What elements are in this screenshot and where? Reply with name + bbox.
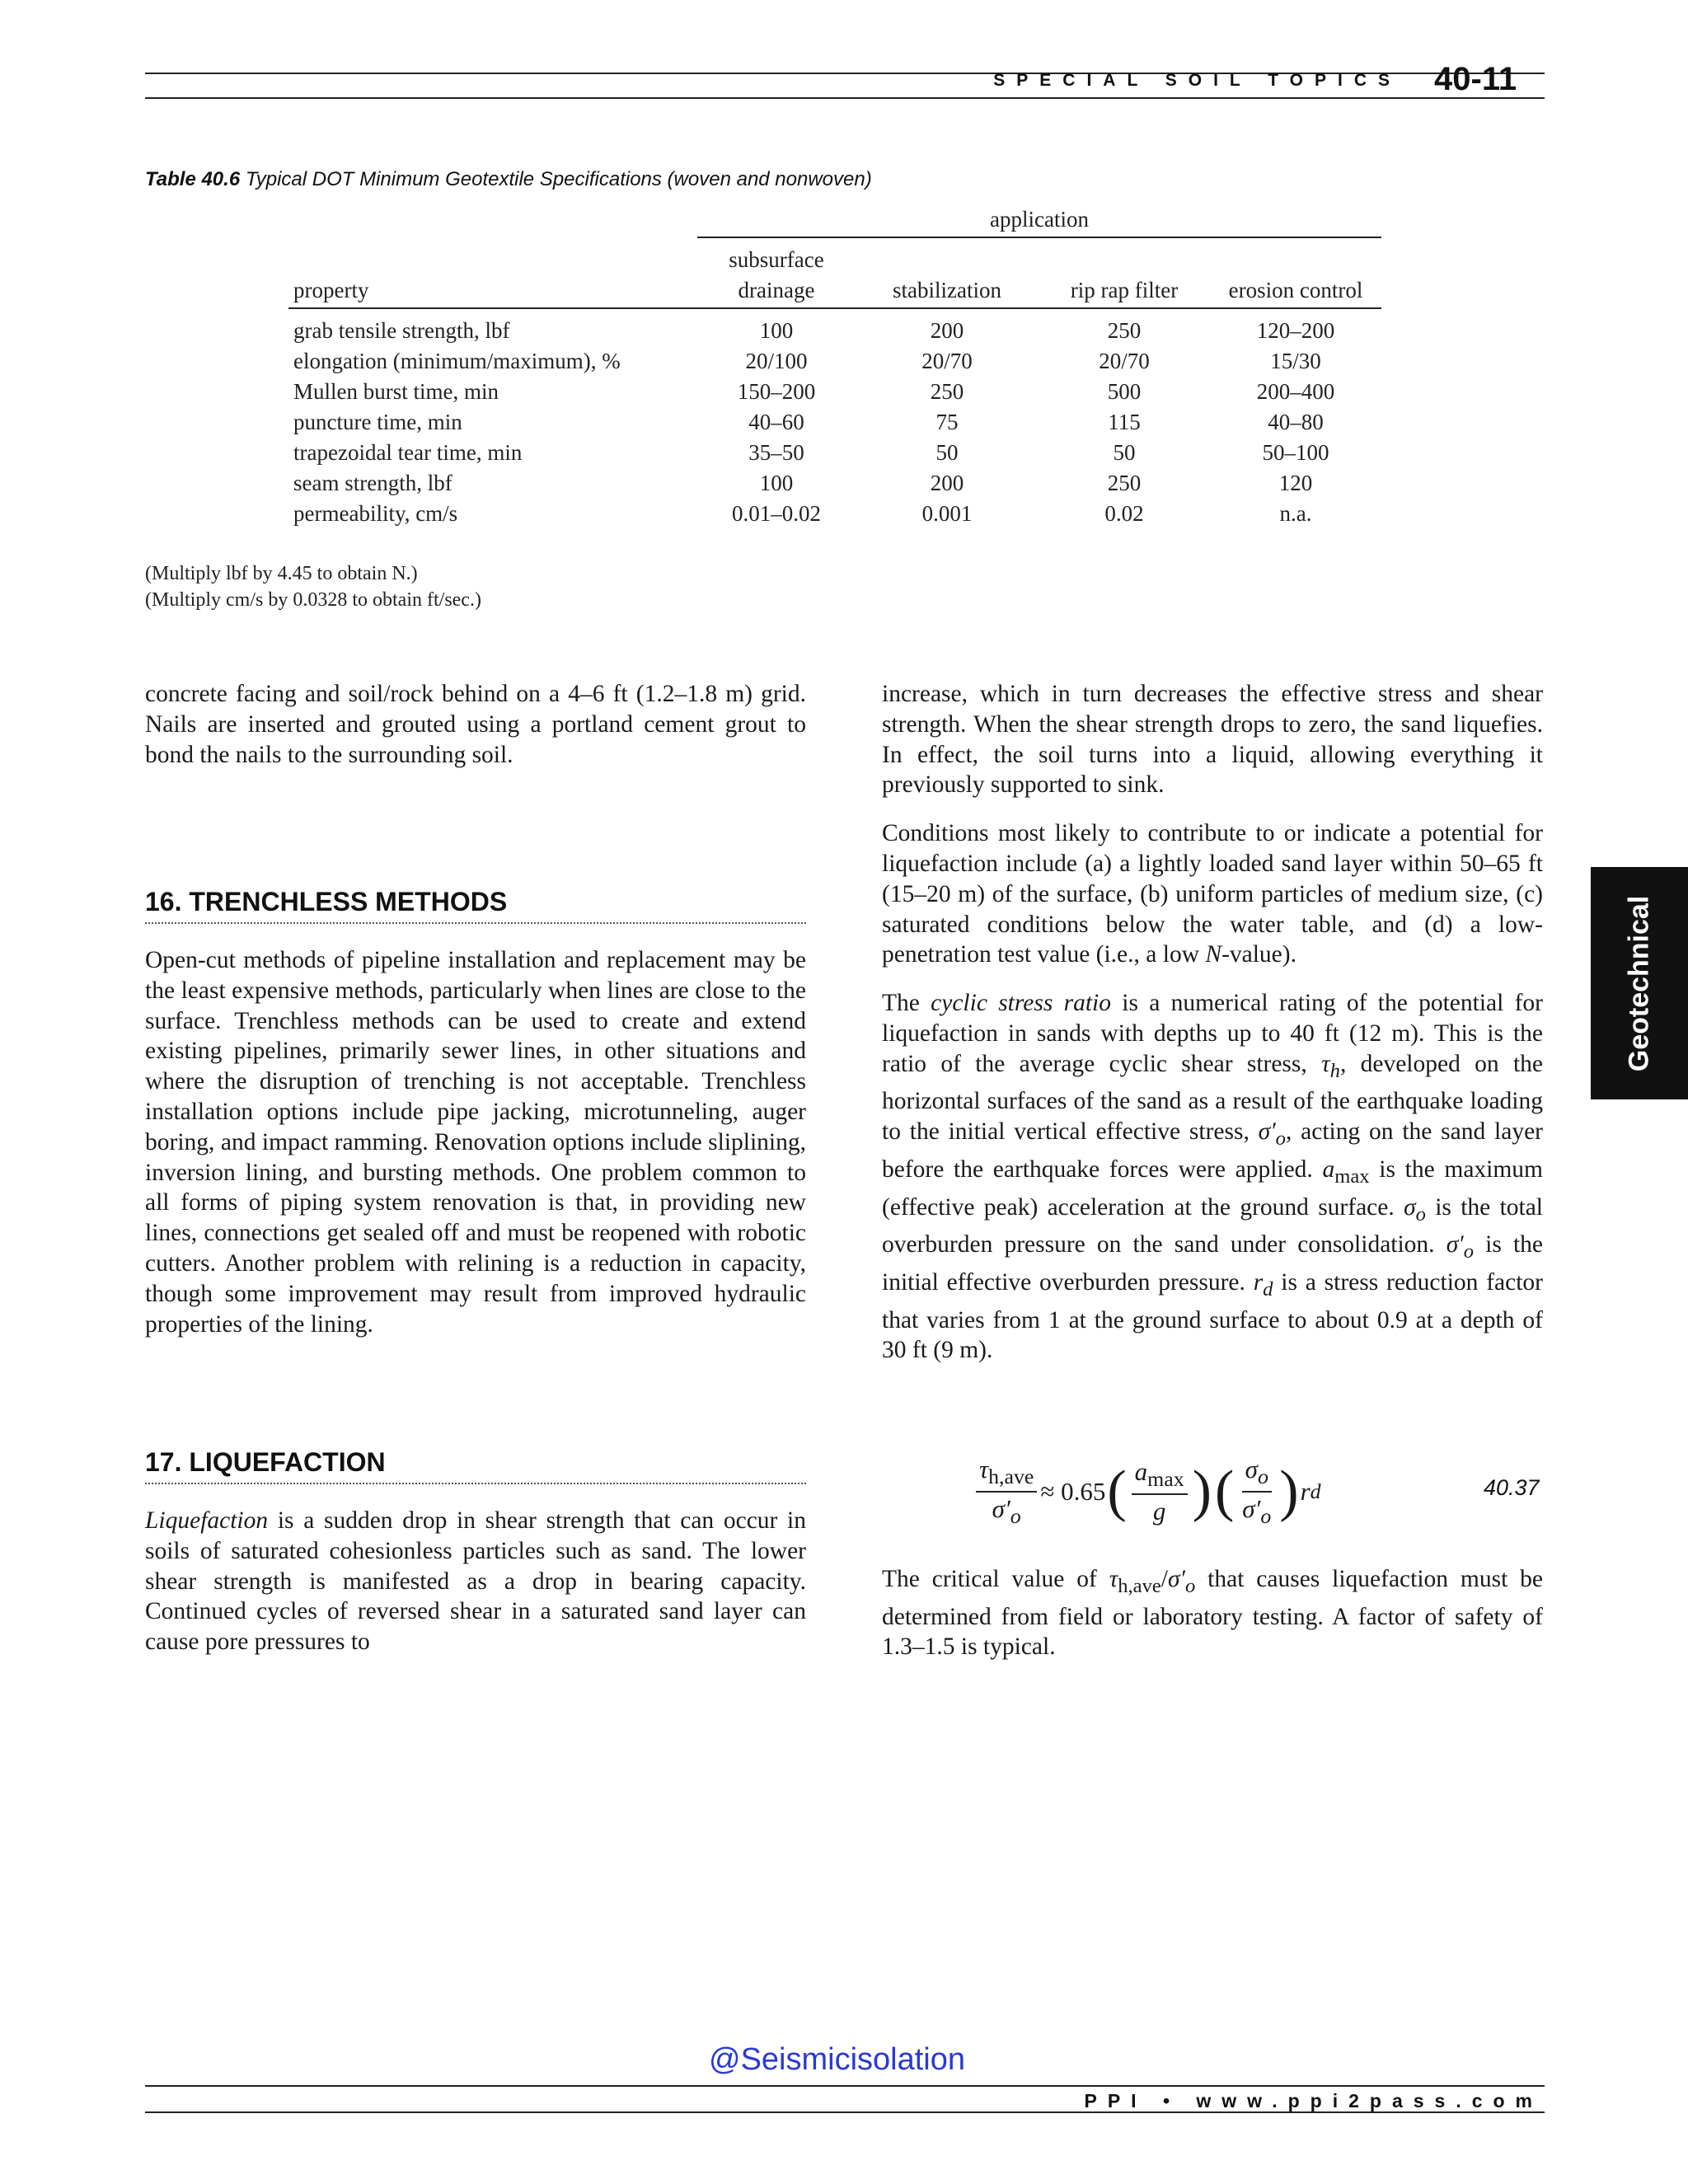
table-cell: 150–200 [737, 379, 816, 404]
table-cell: 120–200 [1256, 318, 1335, 343]
table-cell: 15/30 [1270, 349, 1321, 373]
table-caption-label: Table 40.6 [145, 168, 241, 190]
footer-rule-bottom [145, 2111, 1545, 2113]
equation-number: 40.37 [1484, 1475, 1540, 1500]
table-cell: 50–100 [1262, 440, 1329, 465]
table-cell: 0.02 [1104, 501, 1144, 526]
page-number: 40-11 [1434, 61, 1517, 97]
table-cell: 200 [930, 471, 964, 495]
table-cell: permeability, cm/s [293, 501, 458, 526]
column-header: stabilization [856, 237, 1039, 308]
table-row [288, 499, 1381, 529]
left-column-intro [145, 679, 806, 770]
right-column-closing [882, 1564, 1543, 1662]
table-cell: 500 [1107, 379, 1142, 404]
table-cell: 40–80 [1268, 410, 1324, 434]
running-head: SPECIAL SOIL TOPICS [993, 71, 1401, 90]
paragraph: increase, which in turn decreases the effective stress and shear strength. When the shear strength drops to zero, the sand liquefies. In effect, the soil turns into a liquid, allowing everything it previously supported to sink. [882, 681, 1543, 799]
table-cell: 50 [1113, 440, 1136, 465]
table-row [288, 438, 1381, 468]
table-cell: 20/70 [1099, 349, 1150, 373]
table-cell: 250 [930, 379, 964, 404]
table-cell: 200 [930, 318, 964, 343]
table-cell: 0.001 [921, 501, 973, 526]
footer-rule-top [145, 2085, 1545, 2087]
table-row [288, 377, 1381, 407]
section-17-heading: 17. LIQUEFACTION [145, 1447, 806, 1484]
equation-coefficient: ≈ 0.65 [1040, 1477, 1106, 1506]
table-cell: seam strength, lbf [293, 471, 452, 495]
table-cell: trapezoidal tear time, min [293, 440, 523, 465]
column-header: subsurface drainage [697, 237, 856, 308]
table-cell: 75 [935, 410, 959, 434]
table-row [288, 346, 1381, 377]
column-header: erosion control [1210, 237, 1381, 308]
paragraph: Conditions most likely to contribute to or indicate a potential for liquefaction include (a) a lightly loaded sand layer within 50–65 ft (15–20 m) of the surface, (b) uniform particles of medium size, (c) saturated conditions below the water table, and (d) a low-penetration test value (i.e., a low N-value). [882, 820, 1543, 968]
footer: PPI • www.ppi2pass.com [1084, 2090, 1543, 2111]
table-cell: 250 [1107, 318, 1142, 343]
table-cell: 115 [1108, 410, 1141, 434]
section-17-body [145, 1506, 806, 1657]
column-header: property [288, 237, 697, 308]
table-caption-text: Typical DOT Minimum Geotextile Specifications (woven and nonwoven) [245, 168, 872, 190]
table-cell: 20/70 [921, 349, 973, 373]
table-cell: 250 [1107, 471, 1142, 495]
paragraph: Open-cut methods of pipeline installation and replacement may be the least expensive methods, particularly when lines are close to the surface. Trenchless methods can be used to create and extend existing pipelines, primarily sewer lines, in other situations and where the disruption of trenching is not acceptable. Trenchless installation options include pipe jacking, microtunneling, auger boring, and impact ramming. Renovation options include sliplining, inversion lining, and bursting methods. One problem common to all forms of piping system renovation is that, in providing new lines, connections get sealed off and must be reopened with robotic cutters. Another problem with relining is a reduction in capacity, though some improvement may result from improved hydraulic properties of the lining. [145, 947, 806, 1338]
table-cell: 50 [935, 440, 959, 465]
paragraph: The cyclic stress ratio is a numerical rating of the potential for liquefaction in sands with depths up to 40 ft (12 m). This is the ratio of the average cyclic shear stress, $\tau_h$, developed on the horizontal surfaces of the sand as a result of the earthquake loading to the initial vertical effective stress, $\sigma'_o$, acting on the sand layer before the earthquake forces were applied. $a_{max}$ is the maximum (effective peak) acceleration at the ground surface. $\sigma_o$ is the total overburden pressure on the sand under consolidation. $\sigma'_o$ is the initial effective overburden pressure. $r_d$ is a stress reduction factor that varies from 1 at the ground surface to about 0.9 at a depth of 30 ft (9 m). [882, 990, 1544, 1364]
paragraph: concrete facing and soil/rock behind on a 4–6 ft (1.2–1.8 m) grid. Nails are inserted and grouted using a portland cement grout to bond the nails to the surrounding soil. [145, 681, 806, 768]
paragraph: Liquefaction is a sudden drop in shear strength that can occur in soils of saturated cohesionless particles such as sand. The lower shear strength is manifested as a drop in bearing capacity. Continued cycles of reversed shear in a saturated sand layer can cause pore pressures to [145, 1507, 806, 1656]
table-cell: 20/100 [745, 349, 808, 373]
cyclic-stress-ratio-equation: $\frac{\tau_{h,ave}}{\sigma'_o}$ ≈ 0.65 ( $\frac{a_{max}}{g}$ ) ( $\frac{\sigma_o}{\sigma'_o}$ ) r d [973, 1451, 1321, 1533]
application-header: application [697, 204, 1381, 237]
column-header: rip rap filter [1039, 237, 1210, 308]
geotextile-spec-table [288, 204, 1381, 529]
watermark: @Seismicisolation [709, 2042, 966, 2077]
header-rule-bottom [145, 97, 1545, 99]
table-note: (Multiply cm/s by 0.0328 to obtain ft/sec.) [145, 589, 481, 611]
table-caption [145, 168, 872, 191]
term-liquefaction: Liquefaction [145, 1507, 269, 1534]
table-cell: 100 [759, 471, 794, 495]
table-cell: 100 [759, 318, 794, 343]
table-cell: grab tensile strength, lbf [293, 318, 510, 343]
table-cell: 120 [1278, 471, 1313, 495]
table-cell: Mullen burst time, min [293, 379, 499, 404]
equation-fraction: $\frac{\tau_{h,ave}}{\sigma'_o}$ [976, 1455, 1037, 1529]
table-row [288, 468, 1381, 499]
table-row [288, 407, 1381, 438]
table-cell: 35–50 [748, 440, 804, 465]
paragraph: The critical value of $\tau_{h,ave}/\sigma'_o$ that causes liquefaction must be determined from field or laboratory testing. A factor of safety of 1.3–1.5 is typical. [882, 1566, 1543, 1661]
side-tab-label: Geotechnical [1623, 895, 1655, 1071]
section-16-body [145, 945, 806, 1339]
right-column [882, 679, 1543, 1366]
table-note: (Multiply lbf by 4.45 to obtain N.) [145, 563, 418, 584]
table-notes [145, 560, 481, 613]
table-cell: 0.01–0.02 [732, 501, 821, 526]
table-row [288, 308, 1381, 346]
table-cell: 200–400 [1256, 379, 1335, 404]
table-cell: elongation (minimum/maximum), % [293, 349, 621, 373]
table-cell: puncture time, min [293, 410, 462, 434]
chapter-side-tab [1591, 867, 1688, 1099]
table-cell: n.a. [1279, 501, 1312, 526]
term-cyclic-stress-ratio: cyclic stress ratio [931, 990, 1111, 1017]
table-cell: 40–60 [748, 410, 804, 434]
section-16-heading: 16. TRENCHLESS METHODS [145, 887, 806, 924]
